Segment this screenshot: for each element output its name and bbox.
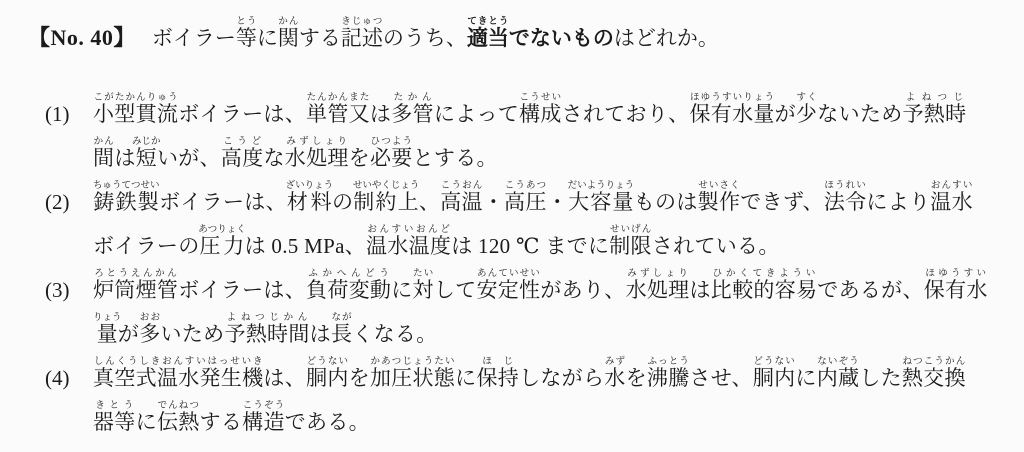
option-1-number: (1) <box>45 102 70 126</box>
option-4-line-2: 器等きとうに伝熱でんねつする構造こうぞうである。 <box>93 400 370 434</box>
option-3-number: (3) <box>45 278 70 302</box>
option-4-number: (4) <box>45 366 70 390</box>
option-3-line-2: 量りょうが多おおいため予熱時間よねつじかんは長ながくなる。 <box>93 312 438 346</box>
option-2-text <box>93 180 1024 268</box>
option-4-text <box>93 356 1024 444</box>
option-1-line-1: 小型貫流こがたかんりゅうボイラーは、単管又たんかんまたは多管たかんによって構成こうせいされており、保有水量ほゆうすいりょうが少すくないため予熱時よねつじ <box>93 92 967 126</box>
question-text: ボイラー等とうに関かんする記述きじゅつのうち、適当てきとうでないものはどれか。 <box>151 16 719 50</box>
option-1-line-2: 間かんは短みじかいが、高度こうどな水処理みずしょりを必要ひつようとする。 <box>93 136 498 170</box>
option-3-line-1: 炉筒煙管ろとうえんかんボイラーは、負荷変動ふかへんどうに対たいして安定性あんていせいがあり、水処理みずしょりは比較的容易ひかくてきよういであるが、保有水ほゆうすい <box>93 268 988 302</box>
option-2 <box>45 180 1024 268</box>
option-2-line-1: 鋳鉄製ちゅうてつせいボイラーは、材料ざいりょうの制約上せいやくじょう、高温こうおん・高圧こうあつ・大容量だいようりょうものは製作せいさくできず、法令ほうれいにより温水おんすい <box>93 180 973 214</box>
option-2-number: (2) <box>45 190 70 214</box>
option-1-text <box>93 92 1024 180</box>
option-2-line-2: ボイラーの圧力あつりょくは 0.5 MPa、温水温度おんすいおんどは 120 ℃ までに制限せいげんされている。 <box>93 224 780 258</box>
option-4-line-1: 真空式温水発生機しんくうしきおんすいはっせいきは、胴内どうないを加圧状態かあつじょうたいに保持ほじしながら水みずを沸騰ふっとうさせ、胴内どうないに内蔵ないぞうした熱交換ねつこうかん <box>93 356 966 390</box>
question-number: 【No. 40】 <box>28 25 136 50</box>
option-1 <box>45 92 1024 180</box>
question-header <box>0 16 1024 52</box>
options-list <box>0 92 1024 444</box>
option-3-text <box>93 268 1024 356</box>
option-3 <box>45 268 1024 356</box>
option-4 <box>45 356 1024 444</box>
